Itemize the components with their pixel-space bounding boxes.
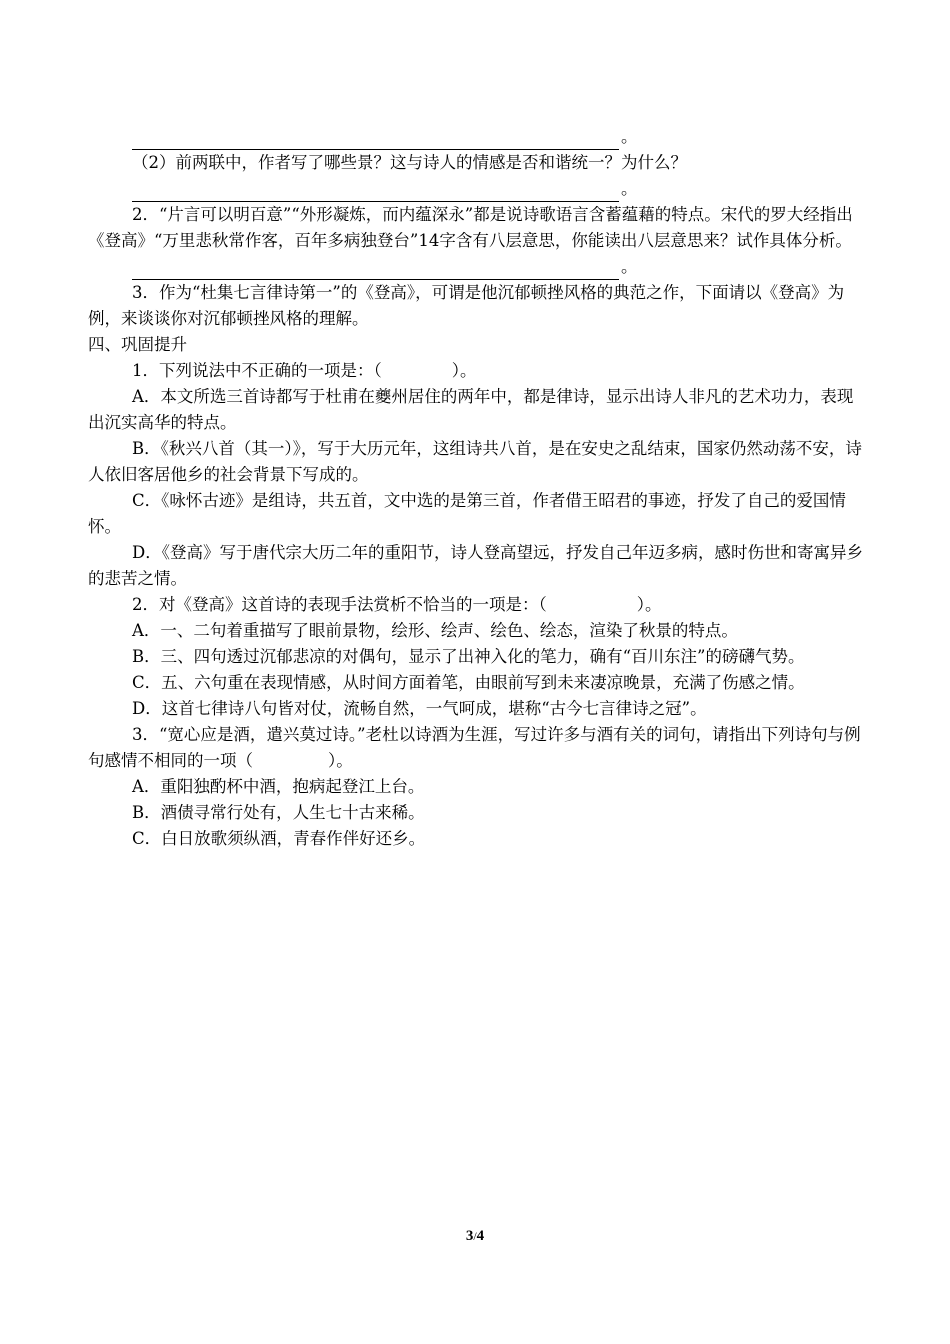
section-heading: 四、巩固提升: [88, 335, 187, 354]
option-a: A．一、二句着重描写了眼前景物，绘形、绘声、绘色、绘态，渲染了秋景的特点。: [132, 621, 738, 640]
answer-line: 。: [88, 124, 863, 150]
question-1-2: （2）前两联中，作者写了哪些景？这与诗人的情感是否和谐统一？为什么？: [132, 153, 687, 172]
answer-line: 。: [88, 254, 863, 280]
answer-blank: [132, 129, 619, 150]
question-3: 3．作为“杜集七言律诗第一”的《登高》，可谓是他沉郁顿挫风格的典范之作，下面请以《登高》为例，来谈谈你对沉郁顿挫风格的理解。: [88, 283, 845, 328]
option-b: B．《秋兴八首（其一）》，写于大历元年，这组诗共八首，是在安史之乱结束，国家仍然动荡不安，诗人依旧客居他乡的社会背景下写成的。: [88, 439, 862, 484]
option-d: D．《登高》写于唐代宗大历二年的重阳节，诗人登高望远，抒发自己年迈多病，感时伤世和寄寓异乡的悲苦之情。: [88, 543, 863, 588]
option-c: C．五、六句重在表现情感，从时间方面着笔，由眼前写到未来凄凉晚景，充满了伤感之情。: [132, 673, 805, 692]
option-a: A．本文所选三首诗都写于杜甫在夔州居住的两年中，都是律诗，显示出诗人非凡的艺术功力，表现出沉实高华的特点。: [88, 387, 854, 432]
document-body: [88, 124, 863, 852]
answer-line: 。: [88, 176, 863, 202]
option-c: C．白日放歌须纵酒，青春作伴好还乡。: [132, 829, 426, 848]
question-2: 2．“片言可以明百意”“外形凝炼，而内蕴深永”都是说诗歌语言含蓄蕴藉的特点。宋代的罗大经指出《登高》“万里悲秋常作客，百年多病独登台”14字含有八层意思，你能读出八层意思来？试作具体分析。: [88, 205, 853, 250]
page-number: 3/4: [465, 1228, 485, 1244]
mc-question-2: 2．对《登高》这首诗的表现手法赏析不恰当的一项是：（ ）。: [132, 595, 662, 614]
answer-blank: [132, 259, 619, 280]
option-b: B．酒债寻常行处有，人生七十古来稀。: [132, 803, 425, 822]
option-c: C．《咏怀古迹》是组诗，共五首，文中选的是第三首，作者借王昭君的事迹，抒发了自己的爱国情怀。: [88, 491, 846, 536]
mc-question-1: 1．下列说法中不正确的一项是：（ ）。: [132, 361, 477, 380]
answer-blank: [132, 181, 619, 202]
option-a: A．重阳独酌杯中酒，抱病起登江上台。: [132, 777, 425, 796]
option-b: B．三、四句透过沉郁悲凉的对偶句，显示了出神入化的笔力，确有“百川东注”的磅礴气势。: [132, 647, 805, 666]
mc-question-3: 3．“宽心应是酒，遣兴莫过诗。”老杜以诗酒为生涯，写过许多与酒有关的词句，请指出下列诗句与例句感情不相同的一项（ ）。: [88, 725, 861, 770]
option-d: D．这首七律诗八句皆对仗，流畅自然，一气呵成，堪称“古今七言律诗之冠”。: [132, 699, 707, 718]
